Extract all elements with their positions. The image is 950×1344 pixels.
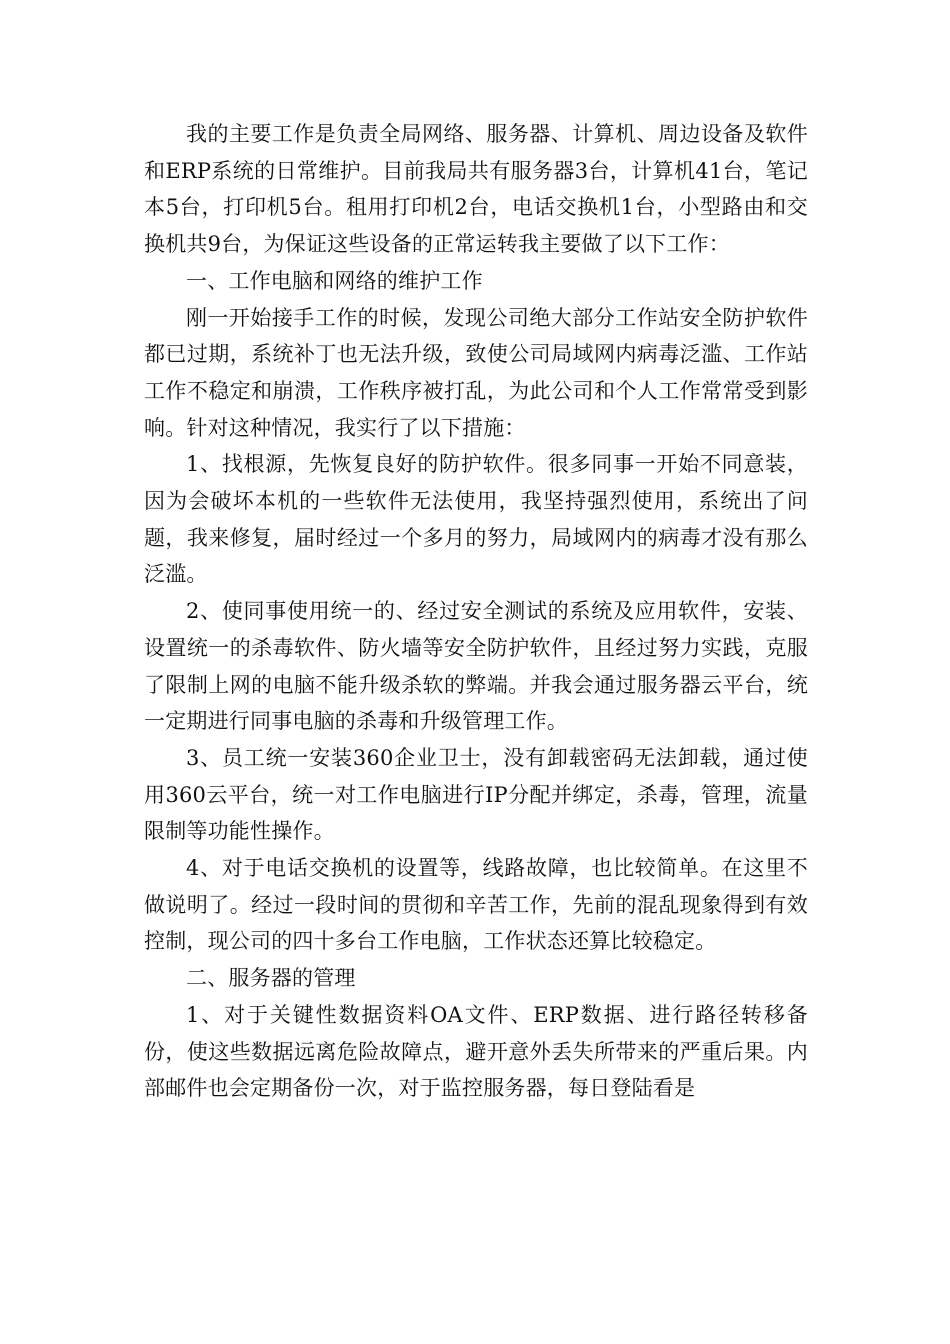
heading-section-1: 一、工作电脑和网络的维护工作	[186, 268, 483, 293]
paragraph-intro: 我的主要工作是负责全局网络、服务器、计算机、周边设备及软件和ERP系统的日常维护。目前我局共有服务器3台，计算机41台，笔记本5台，打印机5台。租用打印机2台，电话交换机1台，小型路由和交换机共9台，为保证这些设备的正常运转我主要做了以下工作：	[144, 122, 808, 257]
heading-section-2: 二、服务器的管理	[186, 966, 356, 991]
paragraph-measure-3: 3、员工统一安装360企业卫士，没有卸载密码无法卸载，通过使用360云平台，统一对工作电脑进行IP分配并绑定，杀毒，管理，流量限制等功能性操作。	[144, 745, 808, 844]
paragraph-measure-2: 2、使同事使用统一的、经过安全测试的系统及应用软件，安装、设置统一的杀毒软件、防火墙等安全防护软件，且经过努力实践，克服了限制上网的电脑不能升级杀软的弊端。并我会通过服务器云平台，统一定期进行同事电脑的杀毒和升级管理工作。	[144, 599, 808, 734]
paragraph-server-1: 1、对于关键性数据资料OA文件、ERP数据、进行路径转移备份，使这些数据远离危险故障点，避开意外丢失所带来的严重后果。内部邮件也会定期备份一次，对于监控服务器，每日登陆看是	[144, 1002, 808, 1101]
document-body	[144, 116, 808, 1107]
paragraph-measure-4: 4、对于电话交换机的设置等，线路故障，也比较简单。在这里不做说明了。经过一段时间的贯彻和辛苦工作，先前的混乱现象得到有效控制，现公司的四十多台工作电脑，工作状态还算比较稳定。	[144, 856, 808, 954]
paragraph-measure-1: 1、找根源，先恢复良好的防护软件。很多同事一开始不同意装，因为会破坏本机的一些软件无法使用，我坚持强烈使用，系统出了问题，我来修复，届时经过一个多月的努力，局域网内的病毒才没有那么泛滥。	[144, 452, 808, 587]
paragraph-section-1-intro: 刚一开始接手工作的时候，发现公司绝大部分工作站安全防护软件都已过期，系统补丁也无法升级，致使公司局域网内病毒泛滥、工作站工作不稳定和崩溃，工作秩序被打乱，为此公司和个人工作常常受到影响。针对这种情况，我实行了以下措施：	[144, 305, 808, 440]
